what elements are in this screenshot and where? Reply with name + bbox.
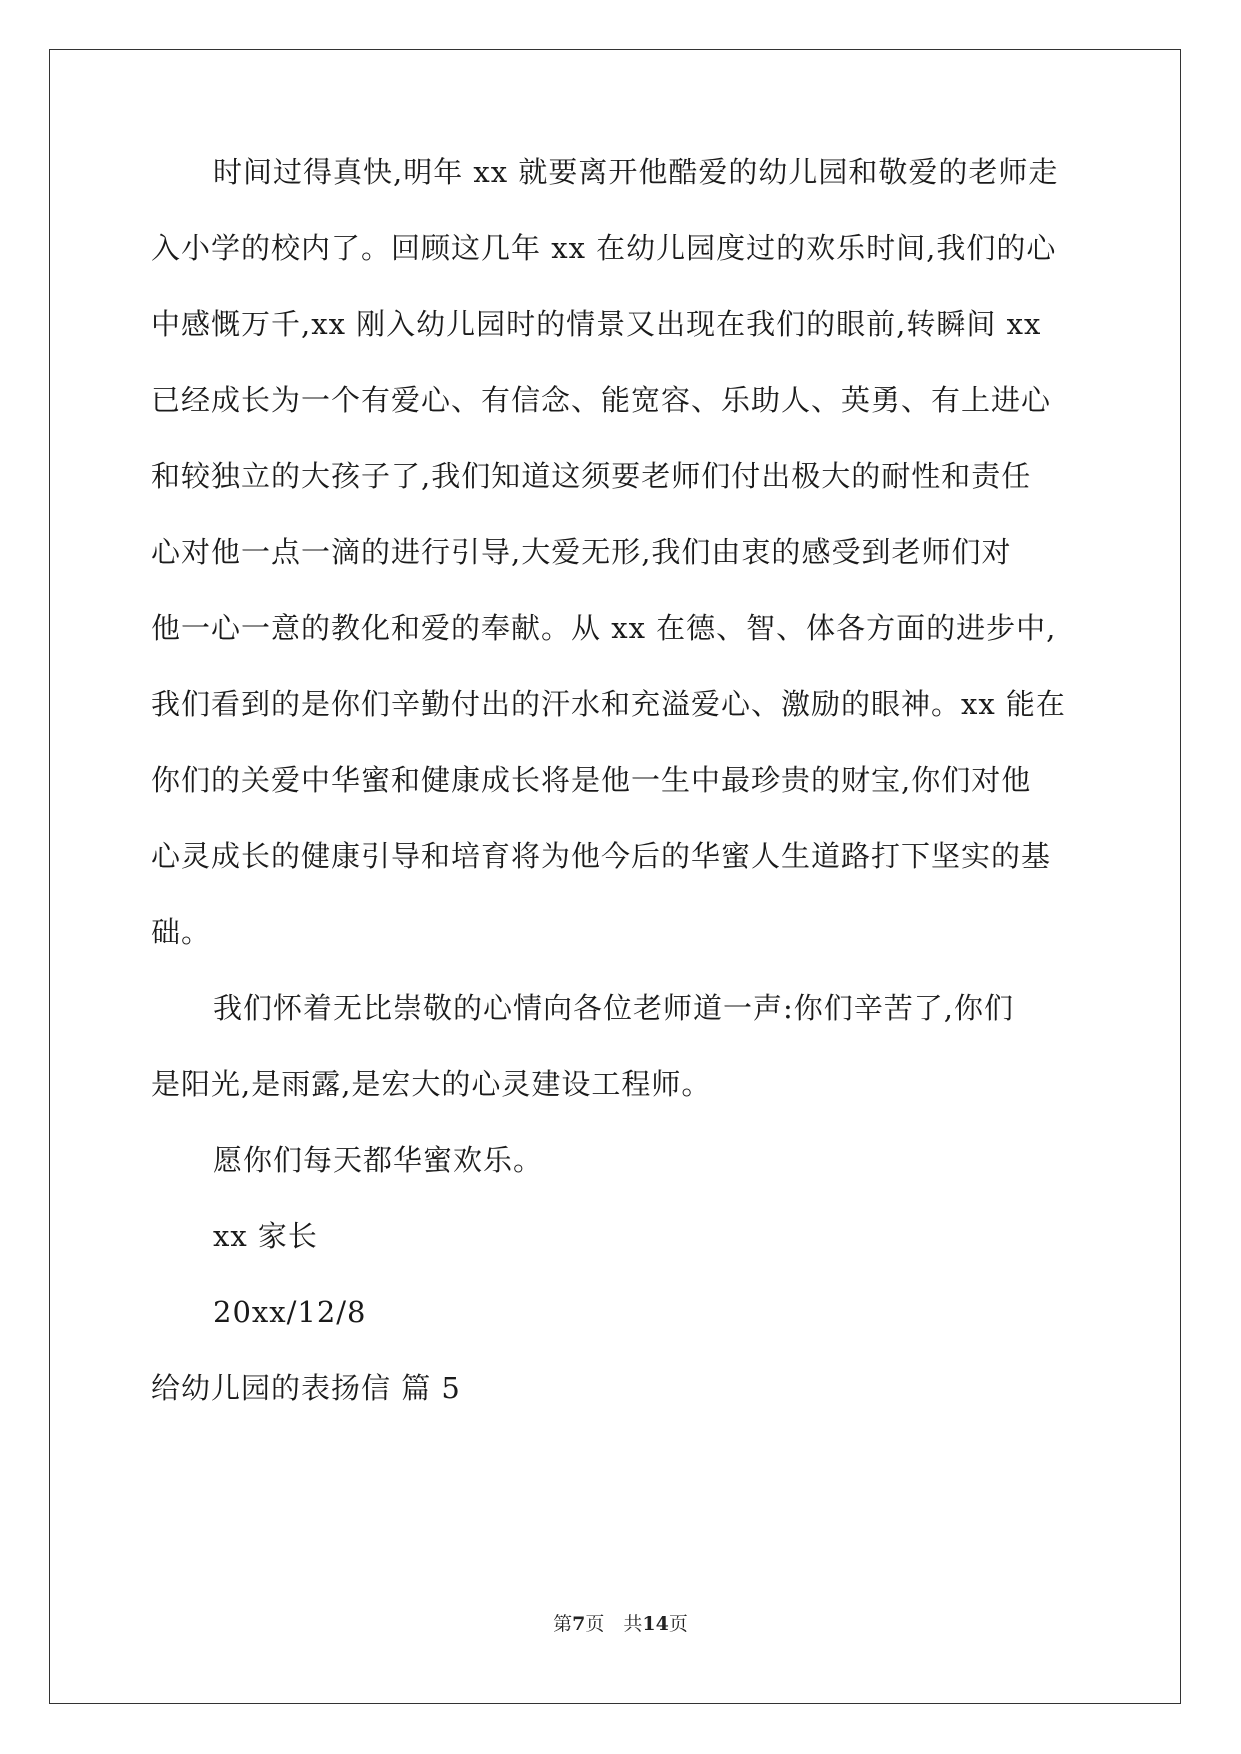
- footer-middle: 页 共: [585, 1613, 643, 1635]
- paragraph-1-line-3: 中感慨万千,xx 刚入幼儿园时的情景又出现在我们的眼前,转瞬间 xx: [151, 307, 1042, 341]
- section-heading: 给幼儿园的表扬信 篇 5: [151, 1371, 461, 1405]
- paragraph-1-line-6: 心对他一点一滴的进行引导,大爱无形,我们由衷的感受到老师们对: [151, 535, 1012, 569]
- footer-prefix: 第: [553, 1613, 573, 1635]
- footer-suffix: 页: [668, 1613, 688, 1635]
- paragraph-1-line-2: 入小学的校内了。回顾这几年 xx 在幼儿园度过的欢乐时间,我们的心: [151, 231, 1057, 265]
- signature: xx 家长: [213, 1219, 318, 1253]
- paragraph-2-line-1: 我们怀着无比崇敬的心情向各位老师道一声:你们辛苦了,你们: [213, 991, 1014, 1025]
- paragraph-1-line-7: 他一心一意的教化和爱的奉献。从 xx 在德、智、体各方面的进步中,: [151, 611, 1057, 645]
- paragraph-2-line-2: 是阳光,是雨露,是宏大的心灵建设工程师。: [151, 1067, 712, 1101]
- paragraph-1-line-11: 础。: [151, 915, 212, 949]
- page-border: [49, 49, 1181, 1704]
- paragraph-1-line-1: 时间过得真快,明年 xx 就要离开他酷爱的幼儿园和敬爱的老师走: [213, 155, 1059, 189]
- paragraph-1-line-10: 心灵成长的健康引导和培育将为他今后的华蜜人生道路打下坚实的基: [151, 839, 1052, 873]
- current-page-number: 7: [572, 1613, 586, 1635]
- page-footer: [0, 1612, 1241, 1636]
- closing-wish: 愿你们每天都华蜜欢乐。: [213, 1143, 544, 1177]
- date: 20xx/12/8: [213, 1295, 367, 1329]
- paragraph-1-line-9: 你们的关爱中华蜜和健康成长将是他一生中最珍贵的财宝,你们对他: [151, 763, 1032, 797]
- paragraph-1-line-4: 已经成长为一个有爱心、有信念、能宽容、乐助人、英勇、有上进心: [151, 383, 1052, 417]
- paragraph-1-line-5: 和较独立的大孩子了,我们知道这须要老师们付出极大的耐性和责任: [151, 459, 1032, 493]
- total-page-number: 14: [642, 1613, 669, 1635]
- paragraph-1-line-8: 我们看到的是你们辛勤付出的汗水和充溢爱心、激励的眼神。xx 能在: [151, 687, 1066, 721]
